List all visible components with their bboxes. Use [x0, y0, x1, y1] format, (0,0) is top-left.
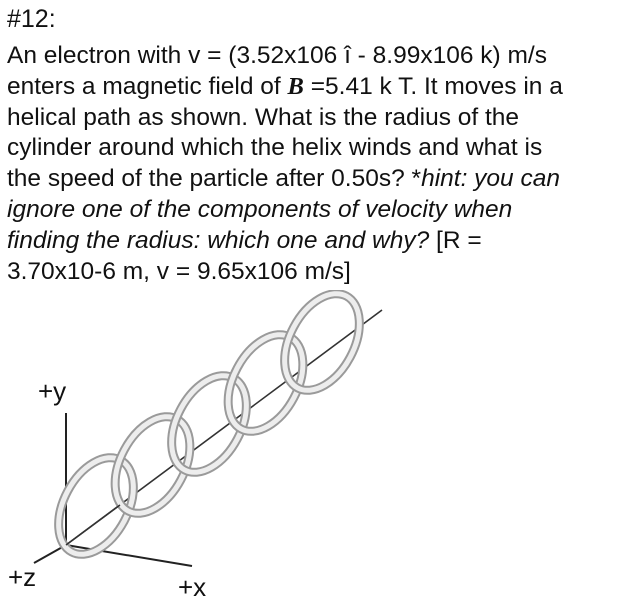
problem-line-4: cylinder around which the helix winds and what is — [7, 134, 543, 162]
problem-line-3: helical path as shown. What is the radius of the — [7, 103, 520, 131]
problem-line-5-pre: the speed of the particle after 0.50s? * — [7, 165, 422, 193]
problem-line-1: An electron with v = (3.52x106 î - 8.99x106 k) m/s — [7, 42, 547, 69]
problem-number: #12: — [7, 5, 56, 33]
helix-diagram — [0, 290, 644, 606]
helix-coil — [43, 290, 374, 567]
hint-text-middle: ignore one of the components of velocity when — [7, 195, 513, 223]
problem-line-2 — [7, 72, 641, 103]
answer-start: [R = — [429, 226, 482, 254]
hint-text-start: hint: you can — [421, 165, 560, 193]
y-axis-label: +y — [38, 376, 67, 406]
problem-line-5 — [7, 164, 641, 195]
problem-line-2-post: =5.41 k T. It moves in a — [303, 72, 563, 100]
problem-statement — [7, 41, 641, 287]
helix-figure — [0, 290, 644, 606]
problem-line-2-pre: enters a magnetic field of — [7, 72, 288, 100]
magnetic-field-symbol: B — [287, 72, 304, 100]
hint-text-end: finding the radius: which one and why? — [7, 226, 430, 254]
z-axis-label: +z — [8, 562, 37, 592]
x-axis-label: +x — [178, 572, 207, 602]
problem-line-7 — [7, 226, 641, 257]
answer-values: 3.70x10-6 m, v = 9.65x106 m/s] — [7, 257, 351, 285]
helix-turn-highlight-4 — [213, 322, 318, 444]
